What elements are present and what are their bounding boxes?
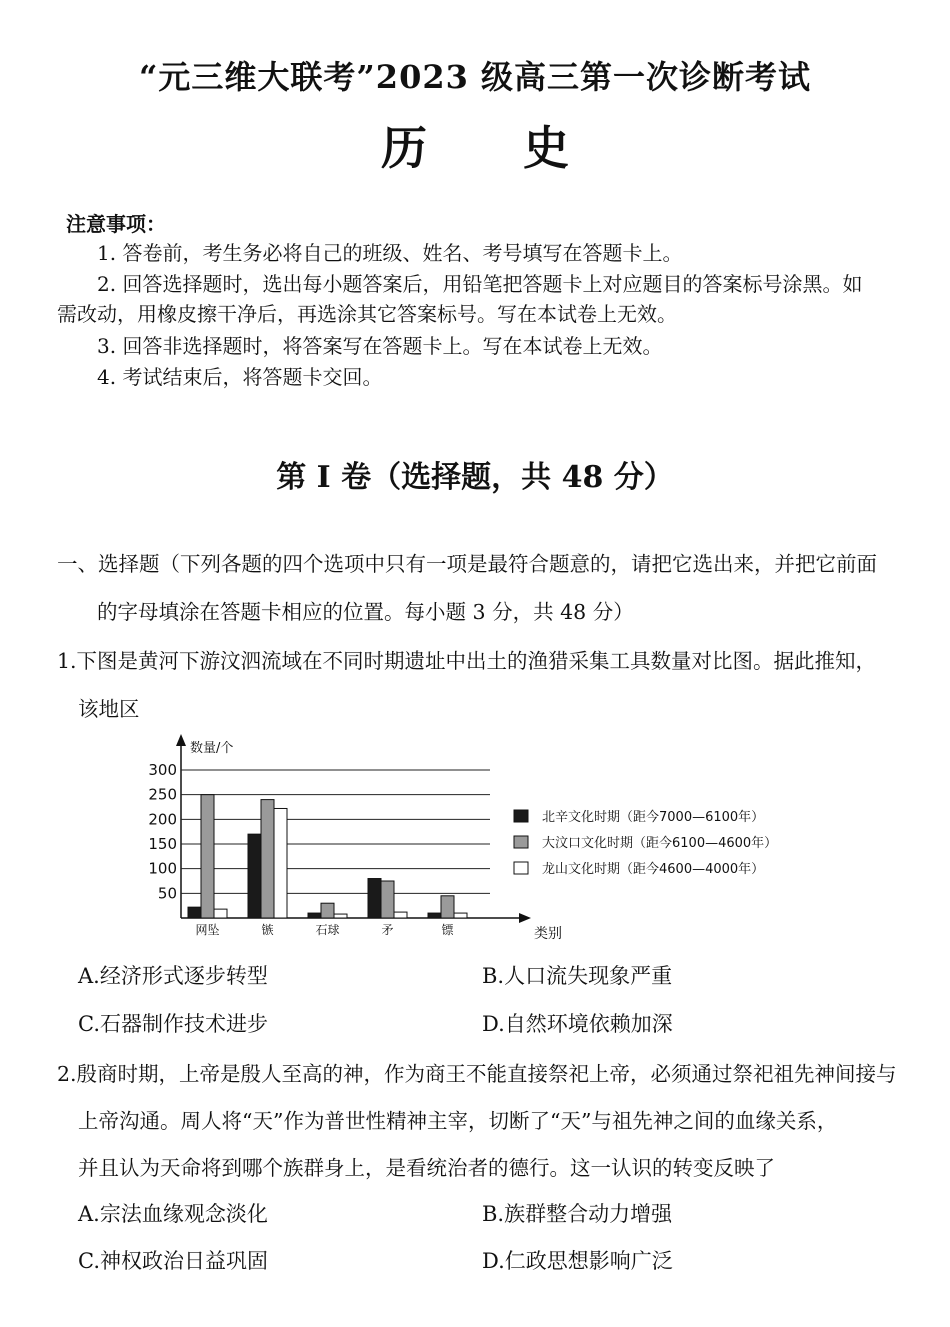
legend-label: 龙山文化时期（距今4600—4000年） bbox=[542, 862, 765, 877]
x-tick-label: 镖 bbox=[441, 923, 454, 937]
y-tick-label: 250 bbox=[148, 785, 177, 804]
legend-label: 北辛文化时期（距今7000—6100年） bbox=[542, 810, 765, 825]
x-tick-label: 矛 bbox=[381, 923, 394, 937]
y-axis-label: 数量/个 bbox=[190, 741, 234, 756]
exam-title: “元三维大联考”2023 级高三第一次诊断考试 bbox=[138, 58, 812, 96]
bar-石球-0 bbox=[308, 913, 321, 918]
section-instruction-cont: 的字母填涂在答题卡相应的位置。每小题 3 分，共 48 分） bbox=[97, 600, 634, 624]
question-2-stem-cont-2: 并且认为天命将到哪个族群身上，是看统治者的德行。这一认识的转变反映了 bbox=[78, 1156, 775, 1180]
legend-swatch bbox=[514, 810, 528, 822]
question-1-stem-cont: 该地区 bbox=[78, 697, 140, 721]
notice-heading: 注意事项： bbox=[66, 212, 166, 236]
x-axis-label: 类别 bbox=[534, 926, 562, 942]
bar-石球-2 bbox=[334, 914, 347, 918]
q1-option-a[interactable]: A.经济形式逐步转型 bbox=[78, 964, 268, 988]
bar-镖-1 bbox=[441, 896, 454, 918]
q2-option-a[interactable]: A.宗法血缘观念淡化 bbox=[78, 1202, 268, 1226]
question-1-stem: 1.下图是黄河下游汶泗流域在不同时期遗址中出土的渔猎采集工具数量对比图。据此推知， bbox=[57, 649, 877, 673]
legend-swatch bbox=[514, 836, 528, 848]
q2-option-b[interactable]: B.族群整合动力增强 bbox=[482, 1202, 673, 1226]
y-axis-arrow bbox=[176, 734, 186, 746]
q2-option-d[interactable]: D.仁政思想影响广泛 bbox=[482, 1249, 673, 1273]
notice-item-2-cont: 需改动，用橡皮擦干净后，再选涂其它答案标号。写在本试卷上无效。 bbox=[57, 302, 677, 326]
y-tick-label: 50 bbox=[157, 884, 177, 903]
bar-镞-2 bbox=[274, 808, 287, 918]
bar-镖-2 bbox=[454, 913, 467, 918]
question-2-stem-cont-1: 上帝沟通。周人将“天”作为普世性精神主宰，切断了“天”与祖先神之间的血缘关系， bbox=[78, 1109, 838, 1133]
bar-石球-1 bbox=[321, 903, 334, 918]
notice-item-2: 2. 回答选择题时，选出每小题答案后，用铅笔把答题卡上对应题目的答案标号涂黑。如 bbox=[97, 272, 863, 296]
notice-item-1: 1. 答卷前，考生务必将自己的班级、姓名、考号填写在答题卡上。 bbox=[97, 241, 683, 265]
q1-option-b[interactable]: B.人口流失现象严重 bbox=[482, 964, 673, 988]
q1-option-c[interactable]: C.石器制作技术进步 bbox=[78, 1012, 268, 1036]
section-instruction: 一、选择题（下列各题的四个选项中只有一项是最符合题意的，请把它选出来，并把它前面 bbox=[57, 552, 877, 576]
q2-option-c[interactable]: C.神权政治日益巩固 bbox=[78, 1249, 268, 1273]
x-tick-label: 石球 bbox=[315, 923, 340, 937]
section-title: 第 I 卷（选择题，共 48 分） bbox=[276, 460, 674, 495]
x-tick-label: 镞 bbox=[261, 923, 274, 937]
question-2-stem: 2.殷商时期，上帝是殷人至高的神，作为商王不能直接祭祀上帝，必须通过祭祀祖先神间接与 bbox=[57, 1062, 897, 1086]
notice-item-4: 4. 考试结束后，将答题卡交回。 bbox=[97, 365, 383, 389]
y-tick-label: 100 bbox=[148, 859, 177, 878]
bar-网坠-2 bbox=[214, 909, 227, 918]
bar-镖-0 bbox=[428, 913, 441, 918]
bar-网坠-1 bbox=[201, 795, 214, 918]
x-axis-arrow bbox=[519, 913, 531, 923]
notice-item-3: 3. 回答非选择题时，将答案写在答题卡上。写在本试卷上无效。 bbox=[97, 334, 663, 358]
bar-网坠-0 bbox=[188, 907, 201, 918]
bar-chart bbox=[140, 730, 820, 952]
bar-镞-0 bbox=[248, 834, 261, 918]
subject-title: 历 史 bbox=[380, 121, 609, 175]
y-tick-label: 150 bbox=[148, 835, 177, 853]
y-tick-label: 200 bbox=[148, 810, 177, 829]
legend-swatch bbox=[514, 862, 528, 874]
legend-label: 大汶口文化时期（距今6100—4600年） bbox=[542, 836, 778, 851]
bar-矛-1 bbox=[381, 881, 394, 918]
bar-矛-0 bbox=[368, 879, 381, 918]
q1-option-d[interactable]: D.自然环境依赖加深 bbox=[482, 1012, 673, 1036]
y-tick-label: 300 bbox=[148, 761, 177, 779]
bar-矛-2 bbox=[394, 912, 407, 918]
x-tick-label: 网坠 bbox=[195, 923, 220, 937]
bar-镞-1 bbox=[261, 800, 274, 918]
